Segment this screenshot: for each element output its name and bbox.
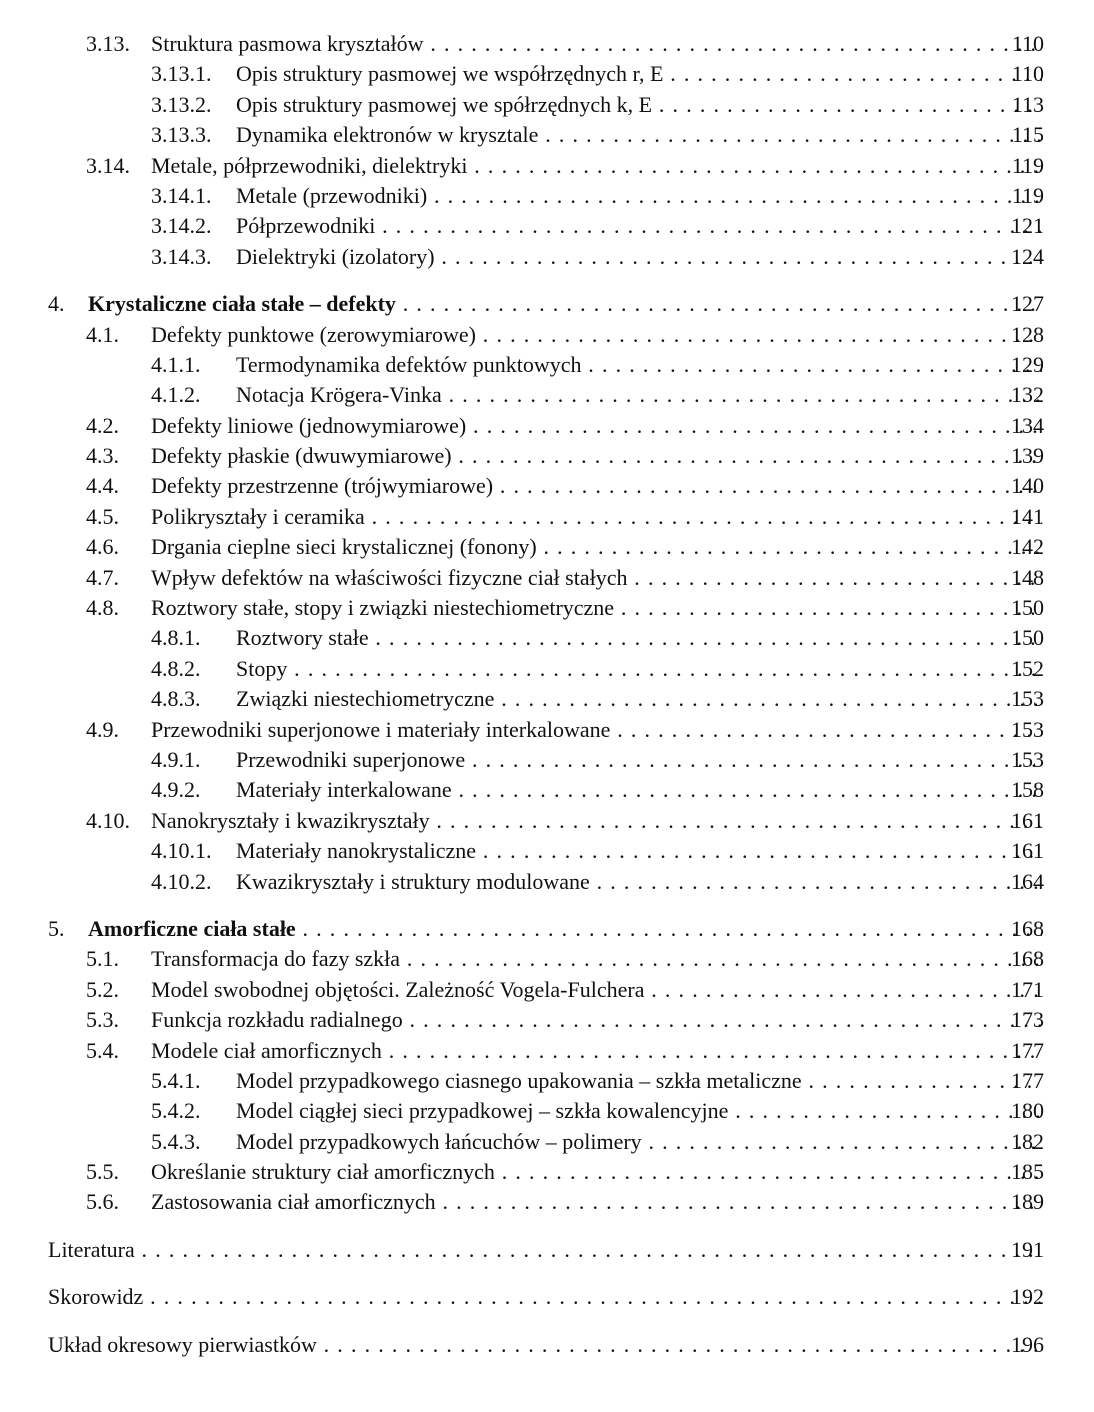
toc-entry (0, 151, 1094, 181)
entry-page: 127 (1011, 291, 1044, 317)
entry-title: Określanie struktury ciał amorficznych . . . (151, 1157, 1042, 1187)
toc-entry (0, 441, 1094, 471)
entry-number: 5.4.3. (151, 1128, 201, 1154)
entry-title: Termodynamika defektów punktowych . . . (236, 350, 1042, 380)
entry-number: 5.1. (86, 946, 119, 972)
entry-number: 5.2. (86, 976, 119, 1002)
toc-entry (0, 211, 1094, 241)
toc-entry (0, 90, 1094, 120)
entry-number: 5.4.2. (151, 1098, 201, 1124)
entry-page: 148 (1011, 564, 1044, 590)
entry-number: 4.9.1. (151, 746, 201, 772)
entry-page: 164 (1011, 868, 1044, 894)
entry-number: 3.14.3. (151, 243, 212, 269)
entry-title: Układ okresowy pierwiastków . . . (48, 1330, 1042, 1360)
chapter-entry (0, 289, 1094, 319)
entry-title: Notacja Krögera-Vinka . . . (236, 380, 1042, 410)
entry-title: Defekty przestrzenne (trójwymiarowe) . . . (151, 471, 1042, 501)
entry-number: 4.9.2. (151, 777, 201, 803)
entry-page: 158 (1011, 777, 1044, 803)
entry-number: 4.4. (86, 473, 119, 499)
entry-number: 5.6. (86, 1189, 119, 1215)
toc-entry (0, 471, 1094, 501)
entry-page: 140 (1011, 473, 1044, 499)
entry-number: 3.13.2. (151, 91, 212, 117)
entry-page: 168 (1011, 915, 1044, 941)
entry-number: 5.4.1. (151, 1067, 201, 1093)
toc-entry (0, 806, 1094, 836)
entry-title: Defekty płaskie (dwuwymiarowe) . . . (151, 441, 1042, 471)
entry-page: 171 (1011, 976, 1044, 1002)
entry-number: 4.8. (86, 595, 119, 621)
entry-number: 5.4. (86, 1037, 119, 1063)
entry-number: 4.5. (86, 503, 119, 529)
toc-entry (0, 320, 1094, 350)
entry-title: Literatura . . . (48, 1235, 1042, 1265)
toc-entry (0, 502, 1094, 532)
toc-entry (0, 532, 1094, 562)
entry-title: Dynamika elektronów w krysztale . . . (236, 120, 1042, 150)
entry-page: 152 (1011, 655, 1044, 681)
entry-number: 4.10.2. (151, 868, 212, 894)
entry-page: 132 (1011, 382, 1044, 408)
entry-page: 110 (1011, 61, 1044, 87)
backmatter-entry (0, 1330, 1094, 1360)
entry-page: 121 (1011, 213, 1044, 239)
entry-page: 142 (1011, 534, 1044, 560)
entry-number: 4.8.3. (151, 686, 201, 712)
entry-page: 161 (1011, 838, 1044, 864)
entry-title: Dielektryki (izolatory) . . . (236, 242, 1042, 272)
chapter-title: Amorficzne ciała stałe . . . (88, 914, 1042, 944)
toc-entry (0, 684, 1094, 714)
entry-number: 4.1.2. (151, 382, 201, 408)
entry-number: 4.9. (86, 716, 119, 742)
entry-number: 4.1. (86, 321, 119, 347)
entry-title: Struktura pasmowa kryształów . . . (151, 29, 1042, 59)
entry-page: 153 (1011, 746, 1044, 772)
toc-entry (0, 623, 1094, 653)
entry-title: Związki niestechiometryczne . . . (236, 684, 1042, 714)
entry-page: 113 (1011, 91, 1044, 117)
entry-page: 173 (1011, 1007, 1044, 1033)
toc-entry (0, 1127, 1094, 1157)
toc-entry (0, 836, 1094, 866)
entry-number: 4.8.2. (151, 655, 201, 681)
backmatter-entry (0, 1235, 1094, 1265)
entry-title: Model przypadkowych łańcuchów – polimery . . . (236, 1127, 1042, 1157)
entry-page: 191 (1011, 1236, 1044, 1262)
entry-number: 5.5. (86, 1159, 119, 1185)
entry-page: 110 (1011, 31, 1044, 56)
entry-number: 3.14.2. (151, 213, 212, 239)
entry-title: Kwazikryształy i struktury modulowane . . . (236, 867, 1042, 897)
entry-number: 4.6. (86, 534, 119, 560)
toc-entry (0, 1157, 1094, 1187)
entry-page: 119 (1011, 152, 1044, 178)
entry-number: 4.1.1. (151, 351, 201, 377)
entry-page: 182 (1011, 1128, 1044, 1154)
entry-page: 196 (1011, 1331, 1044, 1357)
entry-page: 189 (1011, 1189, 1044, 1215)
toc-entry (0, 242, 1094, 272)
entry-title: Model swobodnej objętości. Zależność Vogela-Fulchera . . . (151, 975, 1042, 1005)
entry-number: 4.10.1. (151, 838, 212, 864)
entry-title: Funkcja rozkładu radialnego . . . (151, 1005, 1042, 1035)
entry-number: 4.10. (86, 807, 130, 833)
toc-entry (0, 1036, 1094, 1066)
toc-entry (0, 944, 1094, 974)
entry-number: 4.3. (86, 443, 119, 469)
entry-page: 161 (1011, 807, 1044, 833)
backmatter-entry (0, 1282, 1094, 1312)
toc-entry (0, 975, 1094, 1005)
entry-page: 185 (1011, 1159, 1044, 1185)
entry-page: 153 (1011, 716, 1044, 742)
entry-title: Polikryształy i ceramika . . . (151, 502, 1042, 532)
entry-page: 153 (1011, 686, 1044, 712)
entry-number: 4.2. (86, 412, 119, 438)
entry-page: 180 (1011, 1098, 1044, 1124)
toc-entry (0, 59, 1094, 89)
table-of-contents (0, 29, 1094, 1360)
toc-entry (0, 715, 1094, 745)
entry-page: 129 (1011, 351, 1044, 377)
toc-entry (0, 1187, 1094, 1217)
entry-title: Półprzewodniki . . . (236, 211, 1042, 241)
entry-title: Defekty liniowe (jednowymiarowe) . . . (151, 411, 1042, 441)
entry-page: 124 (1011, 243, 1044, 269)
entry-title: Drgania cieplne sieci krystalicznej (fonony) . . . (151, 532, 1042, 562)
entry-number: 3.13. (86, 31, 130, 56)
entry-title: Materiały interkalowane . . . (236, 775, 1042, 805)
entry-title: Roztwory stałe, stopy i związki niestechiometryczne . . . (151, 593, 1042, 623)
entry-title: Metale (przewodniki) . . . (236, 181, 1042, 211)
entry-title: Stopy . . . (236, 654, 1042, 684)
entry-title: Wpływ defektów na właściwości fizyczne ciał stałych . . . (151, 563, 1042, 593)
entry-title: Model ciągłej sieci przypadkowej – szkła kowalencyjne . . . (236, 1096, 1042, 1126)
toc-entry (0, 350, 1094, 380)
toc-entry (0, 563, 1094, 593)
chapter-title: Krystaliczne ciała stałe – defekty . . . (88, 289, 1042, 319)
entry-number: 4.7. (86, 564, 119, 590)
entry-title: Przewodniki superjonowe . . . (236, 745, 1042, 775)
entry-title: Skorowidz . . . (48, 1282, 1042, 1312)
entry-number: 5.3. (86, 1007, 119, 1033)
entry-number: 3.14. (86, 152, 130, 178)
entry-title: Model przypadkowego ciasnego upakowania – szkła metaliczne . . . (236, 1066, 1042, 1096)
entry-page: 119 (1011, 182, 1044, 208)
entry-title: Nanokryształy i kwazikryształy . . . (151, 806, 1042, 836)
toc-entry (0, 654, 1094, 684)
entry-title: Zastosowania ciał amorficznych . . . (151, 1187, 1042, 1217)
entry-page: 141 (1011, 503, 1044, 529)
entry-page: 134 (1011, 412, 1044, 438)
toc-entry (0, 593, 1094, 623)
entry-page: 150 (1011, 595, 1044, 621)
toc-entry (0, 1096, 1094, 1126)
entry-title: Materiały nanokrystaliczne . . . (236, 836, 1042, 866)
entry-title: Opis struktury pasmowej we współrzędnych r, E . . . (236, 59, 1042, 89)
entry-page: 139 (1011, 443, 1044, 469)
entry-page: 177 (1011, 1037, 1044, 1063)
entry-title: Roztwory stałe . . . (236, 623, 1042, 653)
entry-page: 115 (1011, 122, 1044, 148)
toc-entry (0, 411, 1094, 441)
chapter-number: 5. (48, 915, 65, 941)
entry-title: Metale, półprzewodniki, dielektryki . . . (151, 151, 1042, 181)
entry-page: 177 (1011, 1067, 1044, 1093)
toc-entry (0, 867, 1094, 897)
toc-entry (0, 120, 1094, 150)
entry-number: 4.8.1. (151, 625, 201, 651)
entry-page: 168 (1011, 946, 1044, 972)
entry-title: Modele ciał amorficznych . . . (151, 1036, 1042, 1066)
toc-entry (0, 1005, 1094, 1035)
toc-entry (0, 181, 1094, 211)
entry-title: Transformacja do fazy szkła . . . (151, 944, 1042, 974)
entry-number: 3.14.1. (151, 182, 212, 208)
chapter-number: 4. (48, 291, 65, 317)
toc-entry (0, 775, 1094, 805)
entry-page: 150 (1011, 625, 1044, 651)
entry-page: 192 (1011, 1284, 1044, 1310)
toc-entry (0, 1066, 1094, 1096)
entry-title: Opis struktury pasmowej we spółrzędnych k, E . . . (236, 90, 1042, 120)
entry-title: Defekty punktowe (zerowymiarowe) . . . (151, 320, 1042, 350)
entry-number: 3.13.3. (151, 122, 212, 148)
entry-title: Przewodniki superjonowe i materiały interkalowane . . . (151, 715, 1042, 745)
toc-entry (0, 380, 1094, 410)
entry-number: 3.13.1. (151, 61, 212, 87)
toc-entry (0, 745, 1094, 775)
toc-entry (0, 29, 1094, 59)
entry-page: 128 (1011, 321, 1044, 347)
chapter-entry (0, 914, 1094, 944)
